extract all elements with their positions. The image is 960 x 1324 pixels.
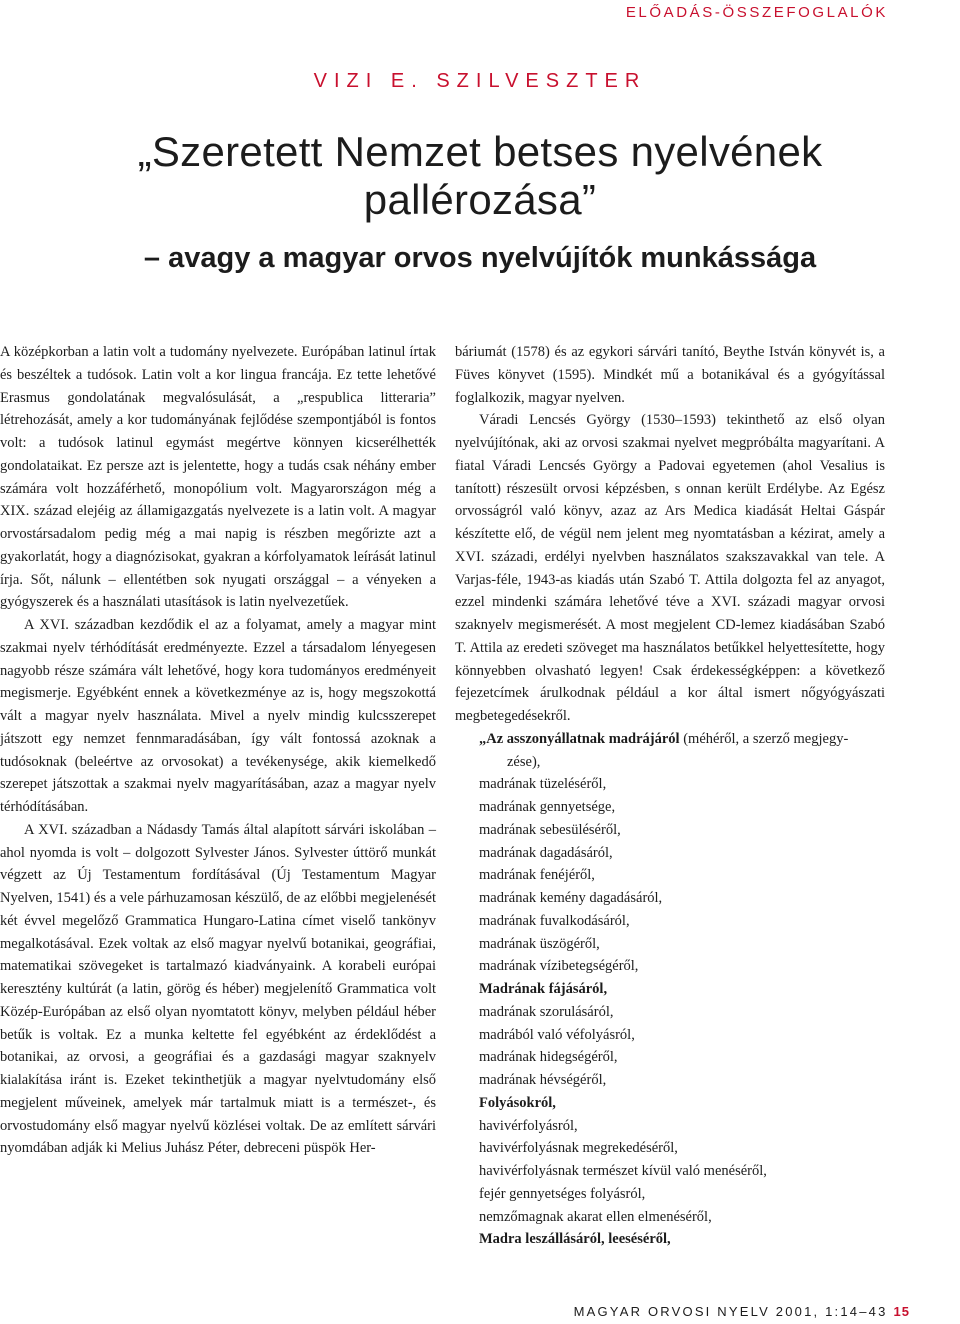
article-title [0, 128, 960, 224]
article-subtitle: – avagy a magyar orvos nyelvújítók munkássága [143, 242, 817, 274]
paragraph: Váradi Lencsés György (1530–1593) tekinthető az első olyan nyelvújítónak, aki az orvosi szakmai nyelvet megpróbálta magyarítani. A fiatal Váradi Lencsés György a Padovai egyetemen (ahol Vesalius is tanított) részesült orvosi képzésben, s onnan került Erdélybe. Az Egész orvosságról való könyv, azaz az Ars Medica kiadását Heltai Gáspár készítette elő, de végül nem jelent meg nyomtatásban a kézirat, amely a XVI. századi, erdélyi nyelvben használatos szakszavakkal van tele. A Varjas-féle, 1943-as kiadás után Szabó T. Attila dolgozta fel az anyagot, ezzel mindenki számára lehetővé téve a XVI. századi magyar orvosi szaknyelv megismerését. A most megjelent CD-lemez kiadásában Szabó T. Attila az eredeti szöveget ma használatos betűkkel helyettesítette, hogy könnyebben olvasható legyen! Csak érdekességképpen: a következő fejezetcímek árulkodnak például a kor által ismert nőgyógyászati megbetegedésekről. [455, 412, 885, 724]
list-item: madrának hidegségéről, [479, 1049, 618, 1066]
paragraph: A középkorban a latin volt a tudomány nyelvezete. Európában latinul írtak és beszéltek a tudósok. Latin volt a kor lingua francája. Ez tette lehetővé Erasmus gondolatának megvalósulását, a „respublica litteraria” létrehozását, amely a kor tudományának fejlődése szempontjából is fontos volt: a tudósok latinul egymást megértve könnyen kicserélhették gondolataikat. Ez persze azt is jelentette, hogy a tudás csak néhány ember számára volt hozzáférhető, monopólium volt. Magyarországon még a XIX. század elejéig az államigazgatás nyelvezete is a latin volt. A magyar orvostársadalom pedig még a mai napig is részben megőrizte azt a gyakorlatát, hogy a diagnózisokat, gyakran a kórfolyamatok leírását latinul írja. Sőt, nálunk – ellentétben sok nyugati országgal – a vényeken a gyógyszerek és a használati utasítások is latin nyelvezetűek. [0, 344, 436, 611]
list-item: madrának kemény dagadásáról, [479, 890, 663, 906]
list-item: fejér gennyetséges folyásról, [479, 1185, 646, 1202]
journal-citation: MAGYAR ORVOSI NYELV 2001, 1:14–43 [573, 1304, 888, 1319]
list-item: madrának dagadásáról, [479, 844, 613, 861]
list-item [455, 728, 885, 774]
page-footer [574, 1304, 910, 1319]
list-item: havivérfolyásnak megrekedéséről, [479, 1140, 678, 1157]
list-item: madrából való véfolyásról, [479, 1026, 635, 1043]
list-item: madrának tüzeléséről, [479, 776, 607, 793]
author-name: VIZI E. SZILVESZTER [313, 70, 647, 92]
list-item: Madra leszállásáról, leeséséről, [479, 1231, 671, 1248]
list-item: havivérfolyásról, [479, 1117, 578, 1134]
section-header: ELŐADÁS-ÖSSZEFOGLALÓK [625, 4, 888, 21]
list-item: madrának sebesüléséről, [479, 821, 621, 838]
list-item: madrának gennyetsége, [479, 799, 616, 815]
list-item: madrának fuvalkodásáról, [479, 912, 630, 929]
list-item-text: (méhéről, a szerző megjegy- [679, 730, 849, 747]
page-number: 15 [893, 1304, 910, 1319]
list-item: nemzőmagnak akarat ellen elmenéséről, [479, 1208, 712, 1225]
list-item: madrának hévségéről, [479, 1072, 607, 1088]
list-item: havivérfolyásnak természet kívül való menéséről, [479, 1163, 767, 1179]
list-item: madrának vízibetegségéről, [479, 958, 639, 975]
paragraph: A XVI. században kezdődik el az a folyamat, amely a magyar mint szakmai nyelv térhódítását eredményezte. Ezzel a társadalom lényegesen nagyobb része számára vált lehetővé, hogy kora tudományos eredményeit megismerje. Egyébként ennek a következménye az is, hogy megszokottá vált a magyar nyelv használata. Mivel a nyelv mindig kulcsszerepet játszott egy nemzet fennmaradásában, így vált fontossá azoknak a tudósoknak (beleértve az orvosokat) a tevékenysége, akik kiemelkedő szerepet játszottak a szakmai nyelv magyarításában, azaz a magyar nyelv térhódításában. [0, 617, 436, 815]
list-item: Folyásokról, [479, 1094, 556, 1111]
chapter-title-list [455, 728, 885, 774]
list-item: madrának szorulásáról, [479, 1003, 614, 1020]
list-item: madrának fenéjéről, [479, 867, 595, 884]
list-item: Madrának fájásáról, [479, 981, 608, 997]
right-column [455, 341, 885, 1251]
list-item-continuation: zése), [507, 753, 541, 770]
left-column [0, 341, 436, 1160]
paragraph: A XVI. században a Nádasdy Tamás által alapított sárvári iskolában – ahol nyomda is volt – dolgozott Sylvester János. Sylvester úttörő munkát végzett az Új Testamentum fordításával (Új Testamentum Magyar Nyelven, 1541) és a vele párhuzamosan készülő, de az előbbi megjelenését két évvel megelőző Grammatica Hungaro-Latina címet viselő tankönyv megalkotásával. Ezek voltak az első magyar nyelvű botanikai, geográfiai, matematikai szövegeket is tartalmazó kiadványaink. A korabeli európai keresztény kultúrát (a latin, görög és héber) megjelenítő Grammatica volt Közép-Európában az első olyan nyomtatott könyv, melyben például héber betűk is voltak. Ez a munka keltette fel egyébként az érdeklődést a botanikai, az orvosi, a geográfiai és a gazdasági magyar szaknyelv kialakítása iránt is. Ezeket tekinthetjük a magyar nyelvtudomány első megjelent műveinek, amelyek már tartalmuk miatt is a természet-, és orvostudomány első magyar nyelvű közlései voltak. De az említett sárvári nyomdában adják ki Melius Juhász Péter, debreceni püspök Her- [0, 821, 436, 1157]
list-item: madrának üszögéről, [479, 935, 600, 952]
title-line-2: pallérozása” [363, 176, 597, 223]
chapter-title-list-items [455, 773, 885, 1251]
title-line-1: „Szeretett Nemzet betses nyelvének [137, 128, 823, 175]
paragraph: báriumát (1578) és az egykori sárvári tanító, Beythe István könyvét is, a Füves könyvet (1595). Mindkét mű a botanikával és a gyógyítással foglalkozik, magyar nyelven. [455, 344, 885, 406]
list-item-bold: „Az asszonyállatnak madrájáról [479, 730, 680, 747]
